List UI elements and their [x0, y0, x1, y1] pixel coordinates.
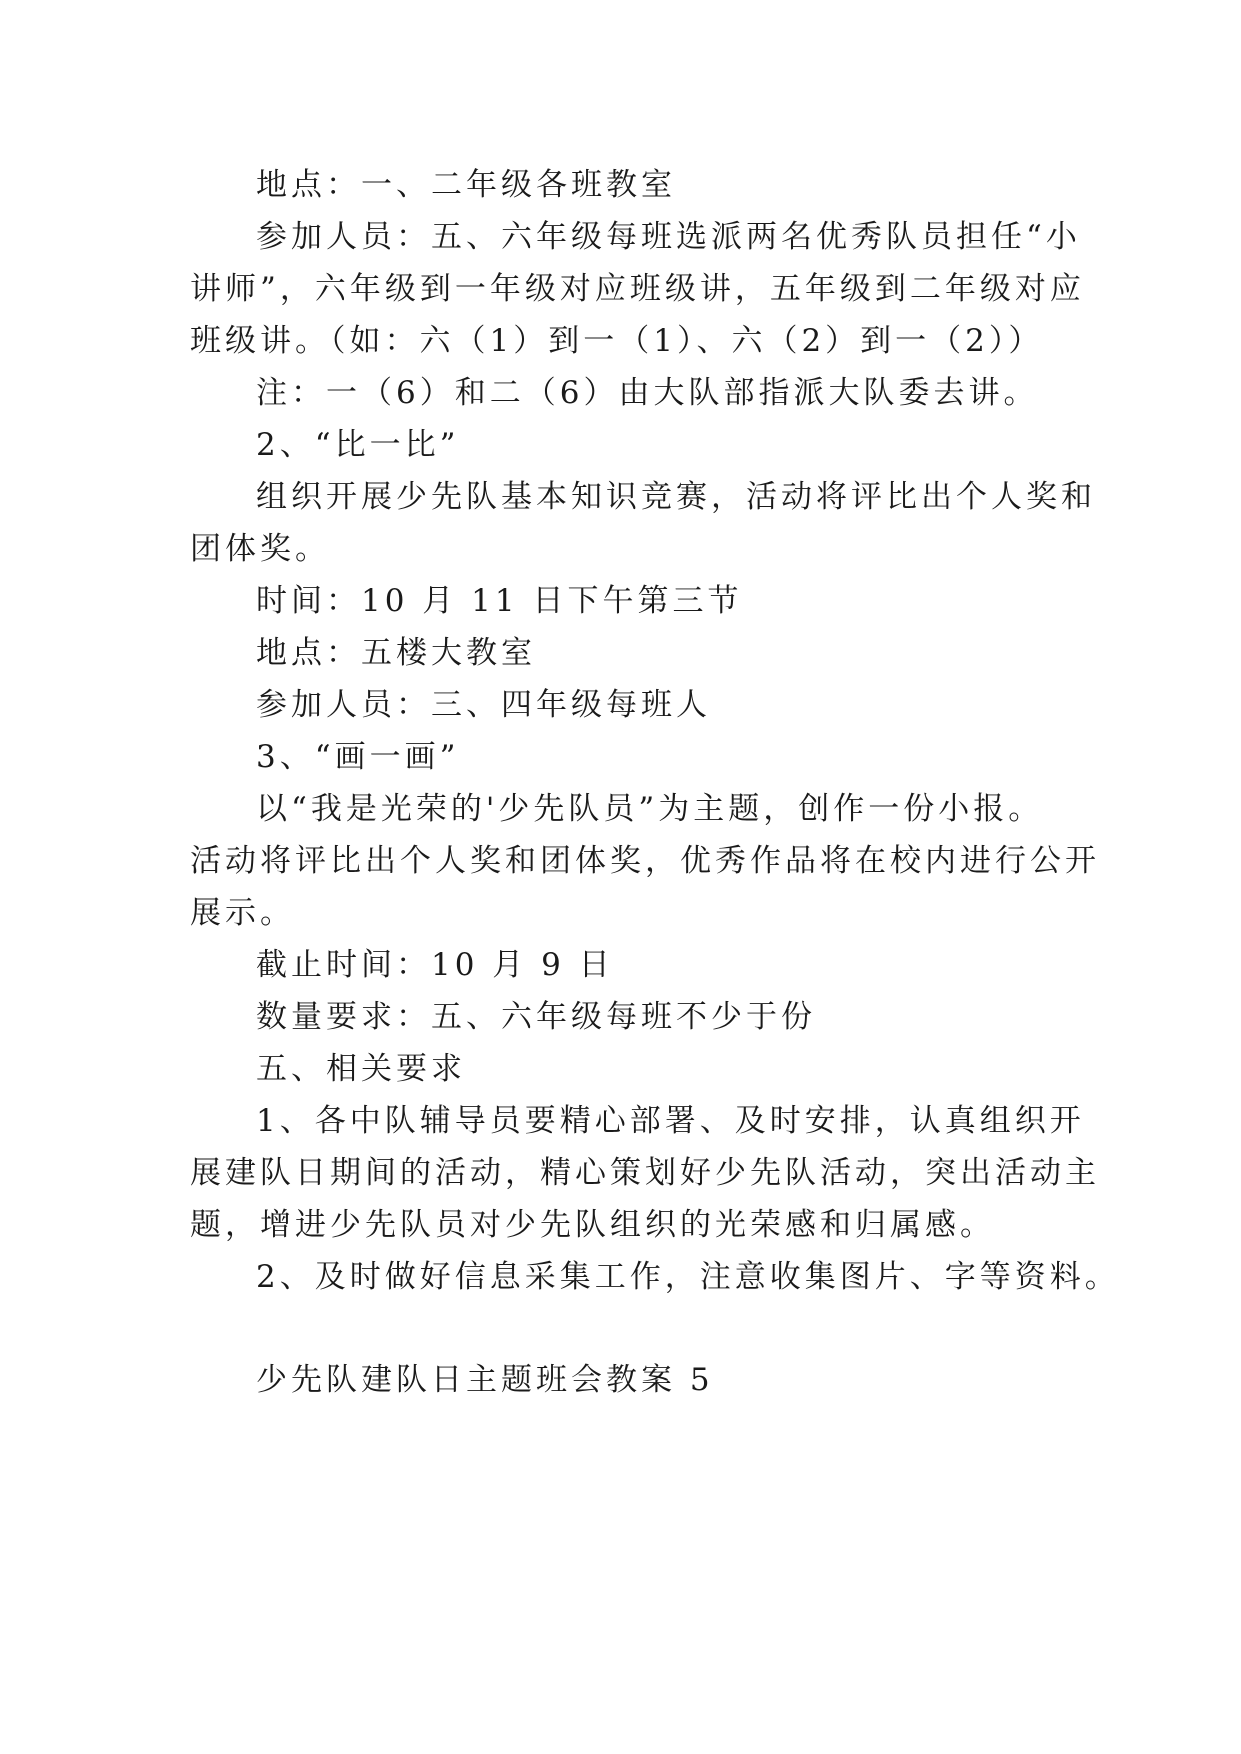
text-line: 讲师”，六年级到一年级对应班级讲，五年级到二年级对应 — [190, 271, 1085, 307]
text-line: 2、及时做好信息采集工作，注意收集图片、字等资料。 — [256, 1259, 1120, 1295]
text-line: 组织开展少先队基本知识竞赛，活动将评比出个人奖和 — [256, 479, 1096, 515]
text-line: 活动将评比出个人奖和团体奖，优秀作品将在校内进行公开 — [190, 843, 1100, 879]
text-line: 时间：10 月 11 日下午第三节 — [256, 583, 743, 619]
text-line: 团体奖。 — [190, 531, 330, 567]
text-line: 参加人员：五、六年级每班选派两名优秀队员担任“小 — [256, 219, 1081, 255]
text-line: 截止时间：10 月 9 日 — [256, 947, 614, 983]
document-title: 少先队建队日主题班会教案 5 — [256, 1362, 714, 1398]
text-line: 1、各中队辅导员要精心部署、及时安排，认真组织开 — [256, 1103, 1085, 1139]
text-line: 地点：五楼大教室 — [256, 635, 536, 671]
text-line: 注：一（6）和二（6）由大队部指派大队委去讲。 — [256, 375, 1039, 411]
section-heading: 五、相关要求 — [256, 1051, 466, 1087]
section-heading: 2、“比一比” — [256, 427, 460, 463]
text-line: 展建队日期间的活动，精心策划好少先队活动，突出活动主 — [190, 1155, 1100, 1191]
text-line: 班级讲。（如：六（1）到一（1）、六（2）到一（2）） — [190, 323, 1044, 359]
text-line: 以“我是光荣的'少先队员”为主题，创作一份小报。 — [256, 791, 1044, 827]
text-line: 地点：一、二年级各班教室 — [256, 167, 676, 203]
text-line: 参加人员：三、四年级每班人 — [256, 687, 711, 723]
text-line: 展示。 — [190, 895, 295, 931]
section-heading: 3、“画一画” — [256, 739, 460, 775]
text-line: 题，增进少先队员对少先队组织的光荣感和归属感。 — [190, 1207, 995, 1243]
text-line: 数量要求：五、六年级每班不少于份 — [256, 999, 816, 1035]
